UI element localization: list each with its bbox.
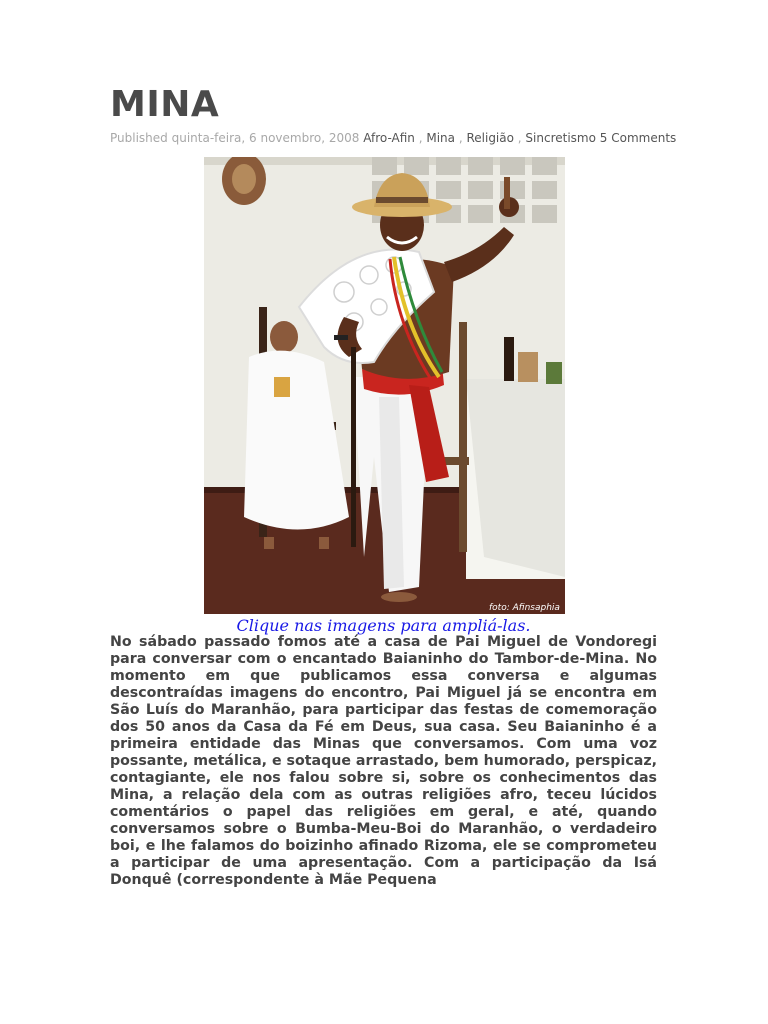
photo-credit: foto: Afinsaphia [489, 603, 560, 613]
post-meta [110, 131, 677, 145]
post-title: MINA [110, 84, 220, 125]
post-body: No sábado passado fomos até a casa de Pai Miguel de Vondoregi para conversar com o encantado Baianinho do Tambor-de-Mina. No momento em que publicamos essa conversa e algumas descontraídas imagens do encontro, Pai Miguel já se encontra em São Luís do Maranhão, para participar das festas de comemoração dos 50 anos da Casa da Fé em Deus, sua casa. Seu Baianinho é a primeira entidade das Minas que conversamos. Com uma voz possante, metálica, e sotaque arrastado, bem humorado, perspicaz, contagiante, ele nos falou sobre si, sobre os conhecimentos das Mina, a relação dela com as outras religiões afro, teceu lúcidos comentários o papel das religiões em geral, e até, quando conversamos sobre o Bumba-Meu-Boi do Maranhão, o verdadeiro boi, e lhe falamos do boizinho afinado Rizoma, ele se comprometeu a participar de uma apresentação. Com a participação da Isá Donquê (correspondente à Mãe Pequena [110, 634, 657, 888]
photo-illustration [204, 157, 565, 614]
category-link-afro-afin[interactable]: Afro-Afin [363, 131, 415, 145]
category-link-mina[interactable]: Mina [426, 131, 456, 145]
meta-published-label: Published [110, 131, 168, 145]
comments-link[interactable]: 5 Comments [599, 131, 677, 145]
meta-separator: , [513, 131, 526, 145]
meta-date: quinta-feira, 6 novembro, 2008 [171, 131, 360, 145]
category-link-sincretismo[interactable]: Sincretismo [525, 131, 596, 145]
post-photo[interactable] [204, 157, 565, 614]
meta-separator: , [414, 131, 427, 145]
meta-separator: , [455, 131, 467, 145]
category-link-religiao[interactable]: Religião [466, 131, 514, 145]
image-caption: Clique nas imagens para ampliá-las. [236, 616, 531, 635]
